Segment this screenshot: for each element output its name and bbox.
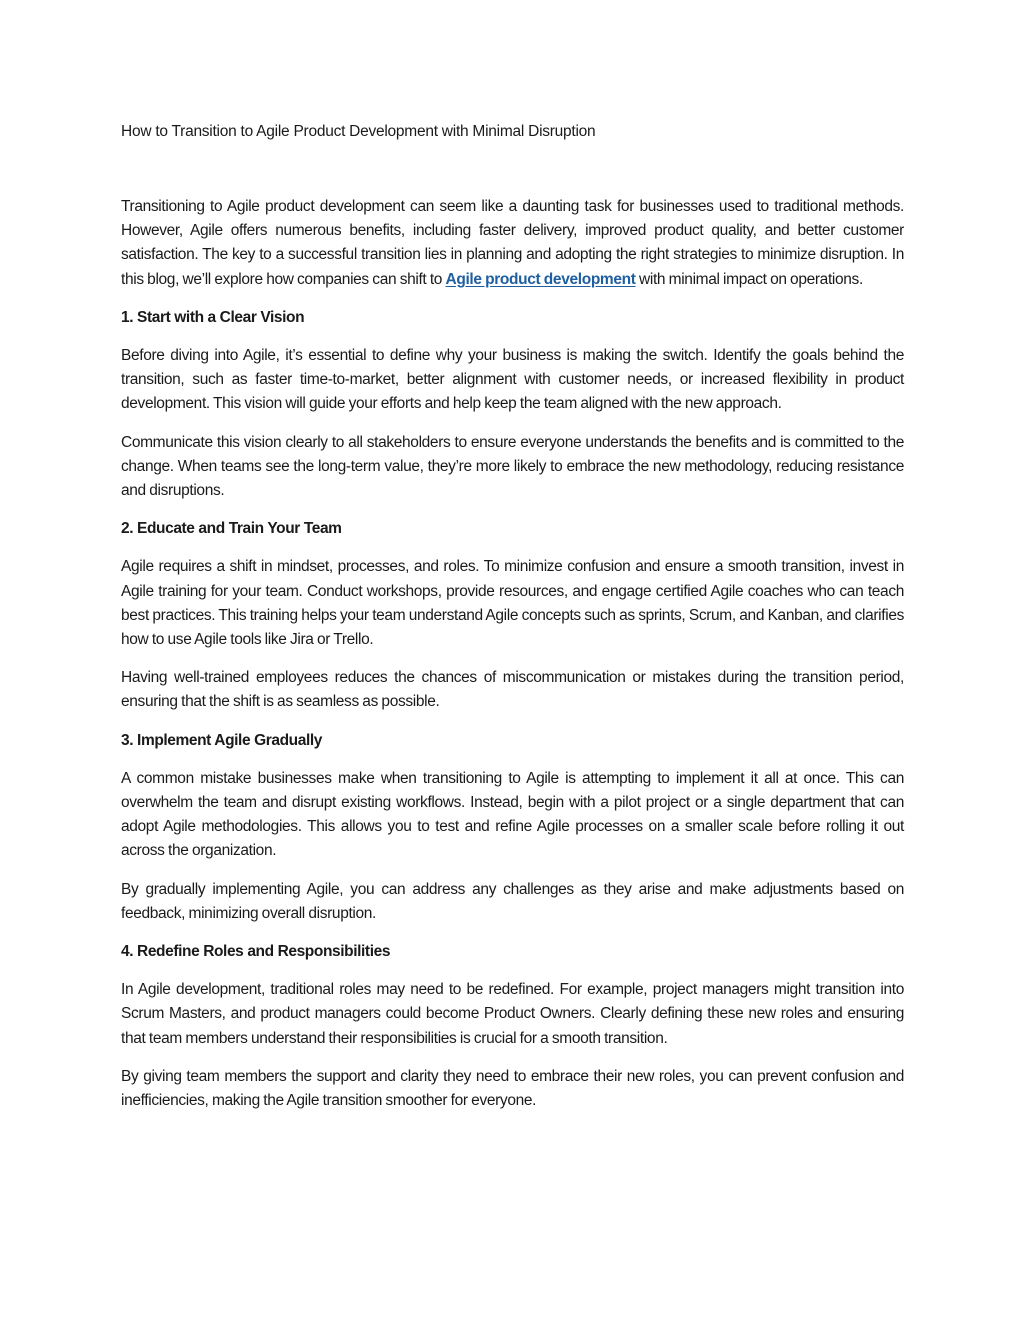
section-paragraph: In Agile development, traditional roles may need to be redefined. For example, project managers might transition into Scrum Masters, and product managers could become Product Owners. Clearly defining these new roles and ensuring that team members understand their responsibilities is crucial for a smooth transition. bbox=[121, 981, 904, 1047]
document-title: How to Transition to Agile Product Development with Minimal Disruption bbox=[121, 123, 596, 140]
agile-product-development-link[interactable]: Agile product development bbox=[445, 270, 636, 288]
section-paragraph: By gradually implementing Agile, you can address any challenges as they arise and make adjustments based on feedback, minimizing overall disruption. bbox=[121, 880, 904, 922]
intro-text-before-link: Transitioning to Agile product development can seem like a daunting task for businesses used to traditional methods. However, Agile offers numerous benefits, including faster delivery, improved product quality, and better customer satisfaction. The key to a successful transition lies in planning and adopting the right strategies to minimize disruption. In this blog, we’ll explore how companies can shift to bbox=[121, 198, 904, 288]
intro-text-after-link: with minimal impact on operations. bbox=[635, 270, 863, 288]
section-paragraph: By giving team members the support and clarity they need to embrace their new roles, you can prevent confusion and inefficiencies, making the Agile transition smoother for everyone. bbox=[121, 1067, 904, 1110]
document-body bbox=[121, 195, 904, 1127]
section-heading: 3. Implement Agile Gradually bbox=[121, 731, 322, 749]
section-paragraph: A common mistake businesses make when transitioning to Agile is attempting to implement it all at once. This can overwhelm the team and disrupt existing workflows. Instead, begin with a pilot project or a single department that can adopt Agile methodologies. This allows you to test and refine Agile processes on a smaller scale before rolling it out across the organization. bbox=[121, 769, 904, 860]
section-educate-train bbox=[121, 517, 904, 714]
section-paragraph: Before diving into Agile, it’s essential to define why your business is making the switch. Identify the goals behind the transition, such as faster time-to-market, better alignment with customer needs, or increased flexibility in product development. This vision will guide your efforts and help keep the team aligned with the new approach. bbox=[121, 347, 904, 413]
section-implement-gradually bbox=[121, 729, 904, 926]
section-heading: 1. Start with a Clear Vision bbox=[121, 308, 305, 326]
intro-paragraph bbox=[121, 195, 904, 292]
section-clear-vision bbox=[121, 306, 904, 503]
section-paragraph: Having well-trained employees reduces the chances of miscommunication or mistakes during the transition period, ensuring that the shift is as seamless as possible. bbox=[121, 669, 904, 711]
section-redefine-roles bbox=[121, 940, 904, 1113]
section-paragraph: Agile requires a shift in mindset, processes, and roles. To minimize confusion and ensure a smooth transition, invest in Agile training for your team. Conduct workshops, provide resources, and engage certified Agile coaches who can teach best practices. This training helps your team understand Agile concepts such as sprints, Scrum, and Kanban, and clarifies how to use Agile tools like Jira or Trello. bbox=[121, 558, 904, 649]
section-paragraph: Communicate this vision clearly to all stakeholders to ensure everyone understands the benefits and is committed to the change. When teams see the long-term value, they’re more likely to embrace the new methodology, reducing resistance and disruptions. bbox=[121, 433, 904, 500]
section-heading: 2. Educate and Train Your Team bbox=[121, 520, 342, 538]
section-heading: 4. Redefine Roles and Responsibilities bbox=[121, 943, 391, 961]
